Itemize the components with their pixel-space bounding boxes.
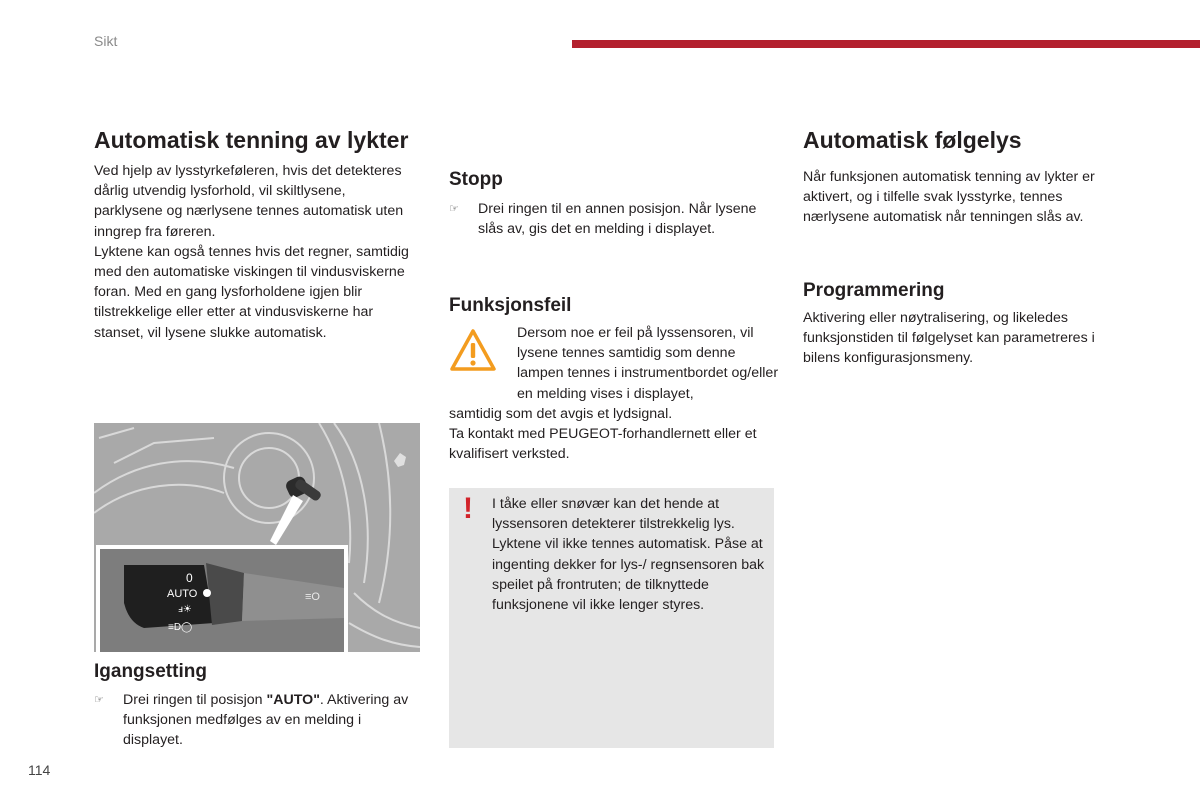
stopp-text: Drei ringen til en annen posisjon. Når lysene slås av, gis det en melding i displayet.: [478, 201, 757, 238]
intro-paragraph-2: Lyktene kan også tennes hvis det regner, samtidig med den automatiske viskingen til vindusviskerne foran. Med en gang lysforholdene igjen blir tilstrekkelige eller etter at vindusviskerne har stanset, vil lysene slukke automatisk.: [94, 243, 409, 341]
page-number: 114: [28, 762, 51, 778]
warning-row: [449, 323, 779, 404]
funksjonsfeil-contact: Ta kontakt med PEUGEOT-forhandlernett eller et kvalifisert verksted.: [449, 426, 757, 463]
igangsetting-text-part1: Drei ringen til posisjon: [123, 692, 267, 708]
stalk-label-indicator: ≡O: [305, 591, 320, 603]
funksjonsfeil-warning-text: Dersom noe er feil på lyssensoren, vil lysene tennes samtidig som denne lampen tennes i instrumentbordet og/eller en melding vises i displayet,: [517, 325, 779, 402]
igangsetting-section: [94, 661, 424, 751]
light-stalk-illustration: [94, 423, 420, 652]
stalk-label-auto: AUTO: [167, 588, 198, 600]
bullet-icon: ☞: [94, 694, 104, 706]
stopp-section: [449, 169, 779, 239]
note-box: [449, 488, 774, 748]
note-text: I tåke eller snøvær kan det hende at lyssensoren detekterer tilstrekkelig lys. Lyktene vil ikke tennes automatisk. Påse at ingenting dekker for lys-/ regnsensoren bak speilet på frontruten; de tilknyttede funksjonene vil ikke lenger styres.: [492, 496, 765, 614]
programmering-text: Aktivering eller nøytralisering, og likeledes funksjonstiden til følgelyset kan parametreres i bilens konfigurasjonsmeny.: [803, 310, 1095, 367]
stopp-heading: Stopp: [449, 169, 503, 190]
igangsetting-heading: Igangsetting: [94, 661, 207, 682]
igangsetting-auto-label: "AUTO": [266, 692, 320, 708]
funksjonsfeil-heading: Funksjonsfeil: [449, 295, 572, 316]
stalk-label-headlamps: ≡D◯: [168, 622, 193, 633]
stalk-label-sidelights: ⅎ☀: [178, 604, 192, 615]
stalk-label-0: 0: [186, 571, 193, 585]
programmering-section: [803, 280, 1133, 369]
funksjonsfeil-section: [449, 295, 779, 464]
title-automatisk-folgelys: Automatisk følgelys: [803, 127, 1022, 153]
intro-text: [94, 161, 418, 343]
folgelys-section: [803, 128, 1133, 228]
intro-paragraph-1: Ved hjelp av lysstyrkeføleren, hvis det detekteres dårlig utvendig lysforhold, vil skiltlysene, parklysene og nærlysene tennes automatisk uten inngrep fra føreren.: [94, 163, 404, 240]
section-label: Sikt: [94, 33, 118, 49]
funksjonsfeil-continued: samtidig som det avgis et lydsignal.: [449, 405, 673, 422]
column-1-intro: [94, 128, 424, 343]
bullet-icon: ☞: [449, 203, 459, 215]
funksjonsfeil-text: [449, 404, 774, 465]
stopp-bullet: [449, 199, 768, 239]
programmering-heading: Programmering: [803, 280, 945, 301]
dashboard-drawing: [94, 423, 420, 652]
igangsetting-text-part2: . Aktivering av funksjonen medfølges av en melding i displayet.: [123, 692, 409, 749]
folgelys-text: Når funksjonen automatisk tenning av lykter er aktivert, og i tilfelle svak lysstyrke, tennes nærlysene automatisk når tenningen slås av.: [803, 169, 1095, 226]
title-automatisk-tenning: Automatisk tenning av lykter: [94, 127, 409, 153]
header-accent-bar: [572, 40, 1200, 48]
warning-triangle-icon: [449, 323, 509, 404]
exclamation-icon: !: [463, 492, 473, 525]
igangsetting-bullet: [94, 690, 424, 751]
